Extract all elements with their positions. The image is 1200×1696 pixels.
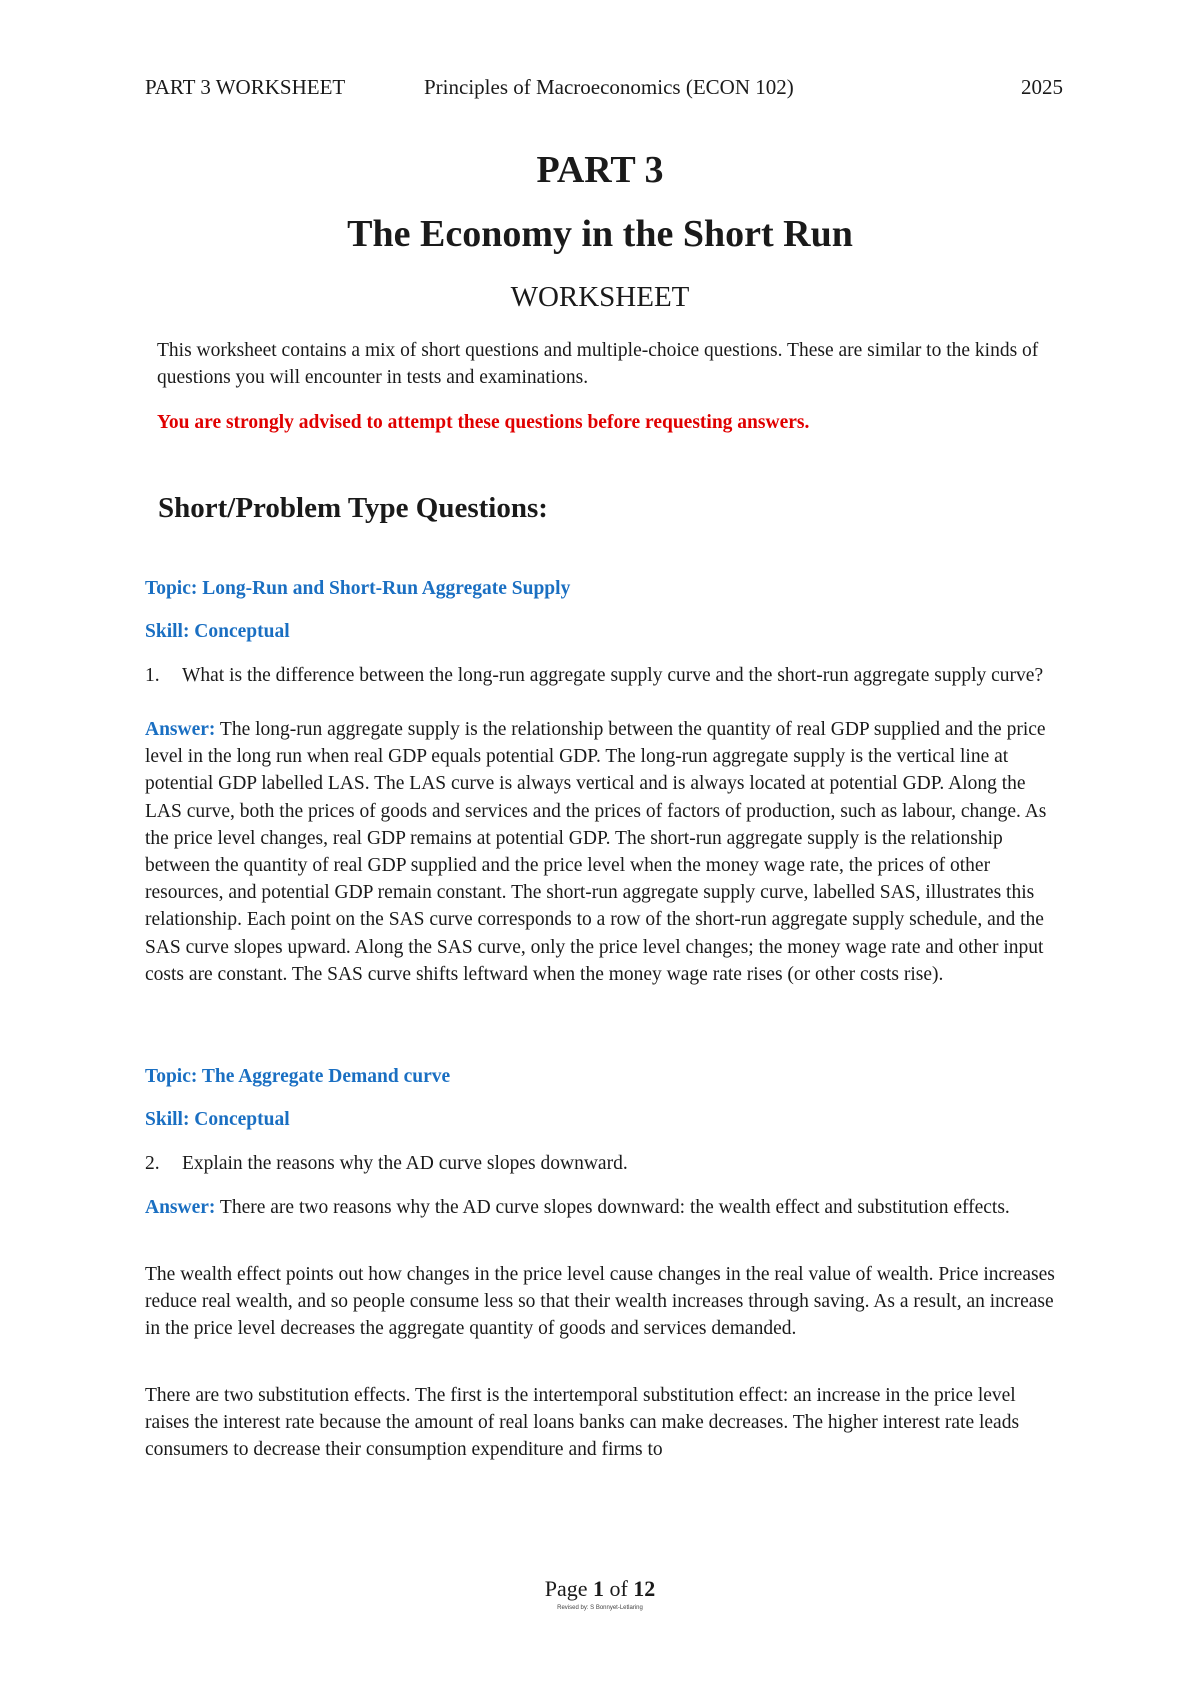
question-text: What is the difference between the long-run aggregate supply curve and the short-run aggregate supply curve? [182, 665, 1044, 686]
skill-label: Skill: Conceptual [145, 1109, 290, 1130]
page-footer [0, 1574, 1200, 1604]
answer-text: There are two reasons why the AD curve slopes downward: the wealth effect and substitution effects. [215, 1197, 1010, 1218]
answer-2 [145, 1194, 1057, 1221]
header-year: 2025 [1021, 75, 1063, 99]
title-main: The Economy in the Short Run [347, 213, 853, 255]
page-word: Page [544, 1576, 588, 1601]
answer-1 [145, 716, 1057, 988]
of-word: of [609, 1576, 628, 1601]
header-course: Principles of Macroeconomics (ECON 102) [424, 75, 794, 99]
answer-paragraph: There are two substitution effects. The first is the intertemporal substitution effect: an increase in the price level raises the interest rate because the amount of real loans banks can make decreases. The higher interest rate leads consumers to decrease their consumption expenditure and firms to [145, 1385, 1020, 1461]
page-number: 1 [592, 1576, 604, 1601]
running-header [145, 72, 1063, 102]
question-1 [145, 662, 1057, 689]
question-number: 2. [145, 1153, 160, 1174]
title-worksheet: WORKSHEET [510, 281, 690, 313]
header-left: PART 3 WORKSHEET [145, 75, 346, 99]
intro-paragraph: This worksheet contains a mix of short questions and multiple-choice questions. These are similar to the kinds of questions you will encounter in tests and examinations. [157, 340, 1039, 388]
section-heading: Short/Problem Type Questions: [158, 492, 548, 524]
question-number: 1. [145, 665, 160, 686]
answer-label: Answer: [145, 1197, 216, 1218]
answer-paragraph: The wealth effect points out how changes in the price level cause changes in the real value of wealth. Price increases reduce real wealth, and so people consume less so that their wealth increases through saving. As a result, an increase in the price level decreases the aggregate quantity of goods and services demanded. [145, 1264, 1055, 1340]
question-2 [145, 1150, 1057, 1177]
page-total: 12 [633, 1576, 656, 1601]
skill-label: Skill: Conceptual [145, 621, 290, 642]
warning-text: You are strongly advised to attempt these questions before requesting answers. [157, 412, 810, 433]
answer-text: The long-run aggregate supply is the relationship between the quantity of real GDP supplied and the price level in the long run when real GDP equals potential GDP. The long-run aggregate supply is the vertical line at potential GDP labelled LAS. The LAS curve is always vertical and is always located at potential GDP. Along the LAS curve, both the prices of goods and services and the prices of factors of production, such as labour, change. As the price level changes, real GDP remains at potential GDP. The short-run aggregate supply is the relationship between the quantity of real GDP supplied and the price level when the money wage rate, the prices of other resources, and potential GDP remain constant. The short-run aggregate supply curve, labelled SAS, illustrates this relationship. Each point on the SAS curve corresponds to a row of the short-run aggregate supply schedule, and the SAS curve slopes upward. Along the SAS curve, only the price level changes; the money wage rate and other input costs are constant. The SAS curve shifts leftward when the money wage rate rises (or other costs rise). [145, 719, 1047, 985]
topic-label: Topic: The Aggregate Demand curve [145, 1066, 451, 1087]
footer-credit: Revised by: S Bonnyet-Letlaring [557, 1605, 643, 1611]
title-part: PART 3 [536, 149, 664, 191]
question-text: Explain the reasons why the AD curve slopes downward. [182, 1153, 628, 1174]
answer-label: Answer: [145, 719, 216, 740]
topic-label: Topic: Long-Run and Short-Run Aggregate Supply [145, 578, 571, 599]
